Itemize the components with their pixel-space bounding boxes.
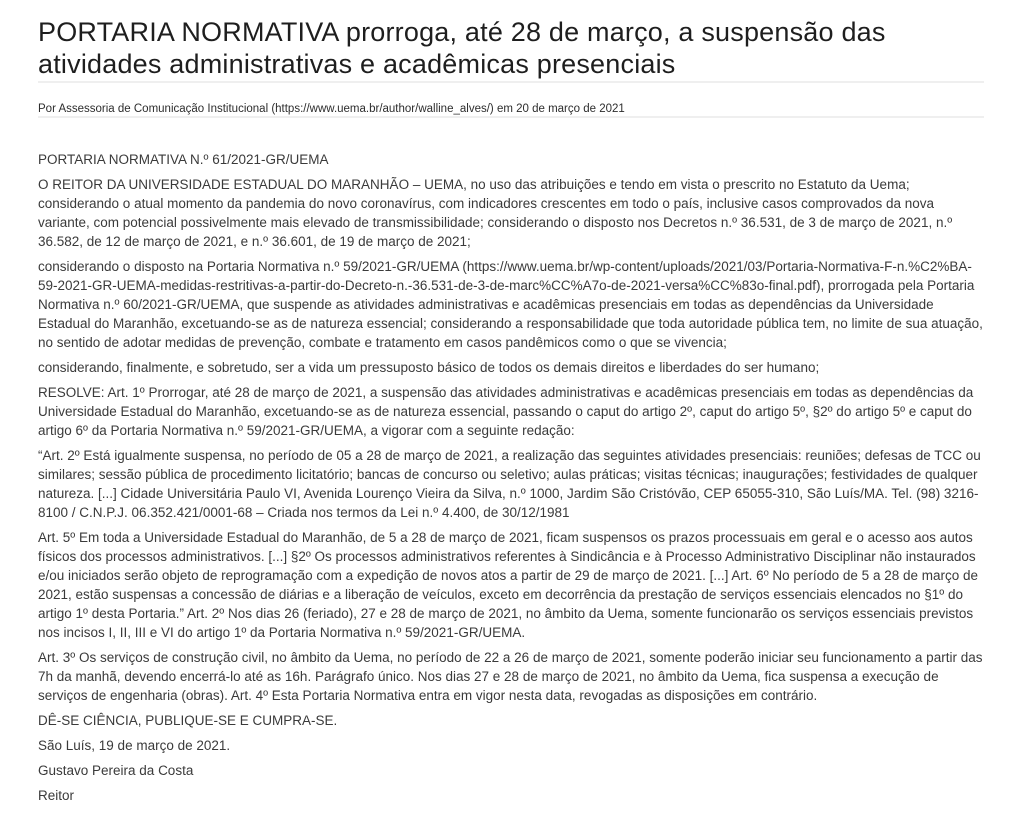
article-paragraph-preamble: O REITOR DA UNIVERSIDADE ESTADUAL DO MARANHÃO – UEMA, no uso das atribuições e tendo em vista o prescrito no Estatuto da Uema; considerando o atual momento da pandemia do novo coronavírus, com indicadores crescentes em todo o país, inclusive casos comprovados da nova variante, com potencial possivelmente mais elevado de transmissibilidade; considerando o disposto nos Decretos n.º 36.531, de 3 de março de 2021, n.º 36.582, de 12 de março de 2021, e n.º 36.601, de 19 de março de 2021;: [38, 176, 953, 249]
article-paragraph-art2: “Art. 2º Está igualmente suspensa, no período de 05 a 28 de março de 2021, a realização das seguintes atividades presenciais: reuniões; defesas de TCC ou similares; sessão pública de procedimento licitatório; bancas de concurso ou seletivo; aulas práticas; visitas técnicas; inaugurações; festividades de qualquer natureza. [...] Cidade Universitária Paulo VI, Avenida Lourenço Vieira da Silva, n.º 1000, Jardim São Cristóvão, CEP 65055-310, São Luís/MA. Tel. (98) 3216-8100 / C.N.P.J. 06.352.421/0001-68 – Criada nos termos da Lei n.º 4.400, de 30/12/1981: [38, 447, 981, 520]
article-paragraph-art5: Art. 5º Em toda a Universidade Estadual do Maranhão, de 5 a 28 de março de 2021, ficam suspensos os prazos processuais em geral e o acesso aos autos físicos dos processos administrativos. [...] §2º Os processos administrativos referentes à Sindicância e à Processo Administrativo Disciplinar não instaurados e/ou iniciados serão objeto de reprogramação com a expedição de novos atos a partir de 29 de março de 2021. [...] Art. 6º No período de 5 a 28 de março de 2021, estão suspensas a concessão de diárias e a liberação de veículos, exceto em decorrência da prestação de serviços essenciais elencados no §1º do artigo 1º desta Portaria.” Art. 2º Nos dias 26 (feriado), 27 e 28 de março de 2021, no âmbito da Uema, somente funcionarão os serviços essenciais previstos nos incisos I, II, III e VI do artigo 1º da Portaria Normativa n.º 59/2021-GR/UEMA.: [38, 529, 979, 640]
page-title: PORTARIA NORMATIVA prorroga, até 28 de março, a suspensão das atividades administrativas e acadêmicas presenciais: [38, 17, 886, 80]
article-paragraph-place-date: São Luís, 19 de março de 2021.: [38, 737, 231, 753]
article-body: [38, 150, 984, 819]
divider-above-byline: [38, 81, 984, 83]
article-paragraph-ordinance-number: PORTARIA NORMATIVA N.º 61/2021-GR/UEMA: [38, 151, 329, 167]
article-paragraph-signature-name: Gustavo Pereira da Costa: [38, 762, 194, 778]
article-paragraph-considering-life: considerando, finalmente, e sobretudo, ser a vida um pressuposto básico de todos os demais direitos e liberdades do ser humano;: [38, 359, 820, 375]
article-paragraph-considering-ordinance: considerando o disposto na Portaria Normativa n.º 59/2021-GR/UEMA (https://www.uema.br/wp-content/uploads/2021/03/Portaria-Normativa-F-n.%C2%BA-59-2021-GR-UEMA-medidas-restritivas-a-partir-do-Decreto-n.-36.531-de-3-de-marc%CC%A7o-de-2021-versa%CC%83o-final.pdf), prorrogada pela Portaria Normativa n.º 60/2021-GR/UEMA, que suspende as atividades administrativas e acadêmicas presenciais em todas as dependências da Universidade Estadual do Maranhão, excetuando-se as de natureza essencial; considerando a responsabilidade que toda autoridade pública tem, no limite de sua atuação, no sentido de adotar medidas de prevenção, combate e tratamento em casos pandêmicos como o que se vivencia;: [38, 258, 983, 350]
article-paragraph-resolve: RESOLVE: Art. 1º Prorrogar, até 28 de março de 2021, a suspensão das atividades administrativas e acadêmicas presenciais em todas as dependências da Universidade Estadual do Maranhão, excetuando-se as de natureza essencial, passando o caput do artigo 2º, caput do artigo 5º, §2º do artigo 5º e caput do artigo 6º da Portaria Normativa n.º 59/2021-GR/UEMA, a vigorar com a seguinte redação:: [38, 384, 974, 438]
article-paragraph-signature-role: Reitor: [38, 787, 75, 803]
divider-below-byline: [38, 116, 984, 118]
article-paragraph-closing-order: DÊ-SE CIÊNCIA, PUBLIQUE-SE E CUMPRA-SE.: [38, 712, 338, 728]
article-paragraph-art3: Art. 3º Os serviços de construção civil, no âmbito da Uema, no período de 22 a 26 de março de 2021, somente poderão iniciar seu funcionamento a partir das 7h da manhã, devendo encerrá-lo até as 16h. Parágrafo único. Nos dias 27 e 28 de março de 2021, no âmbito da Uema, fica suspensa a execução de serviços de engenharia (obras). Art. 4º Esta Portaria Normativa entra em vigor nesta data, revogadas as disposições em contrário.: [38, 649, 983, 703]
byline: Por Assessoria de Comunicação Institucional (https://www.uema.br/author/walline_alves/) em 20 de março de 2021: [38, 102, 625, 115]
